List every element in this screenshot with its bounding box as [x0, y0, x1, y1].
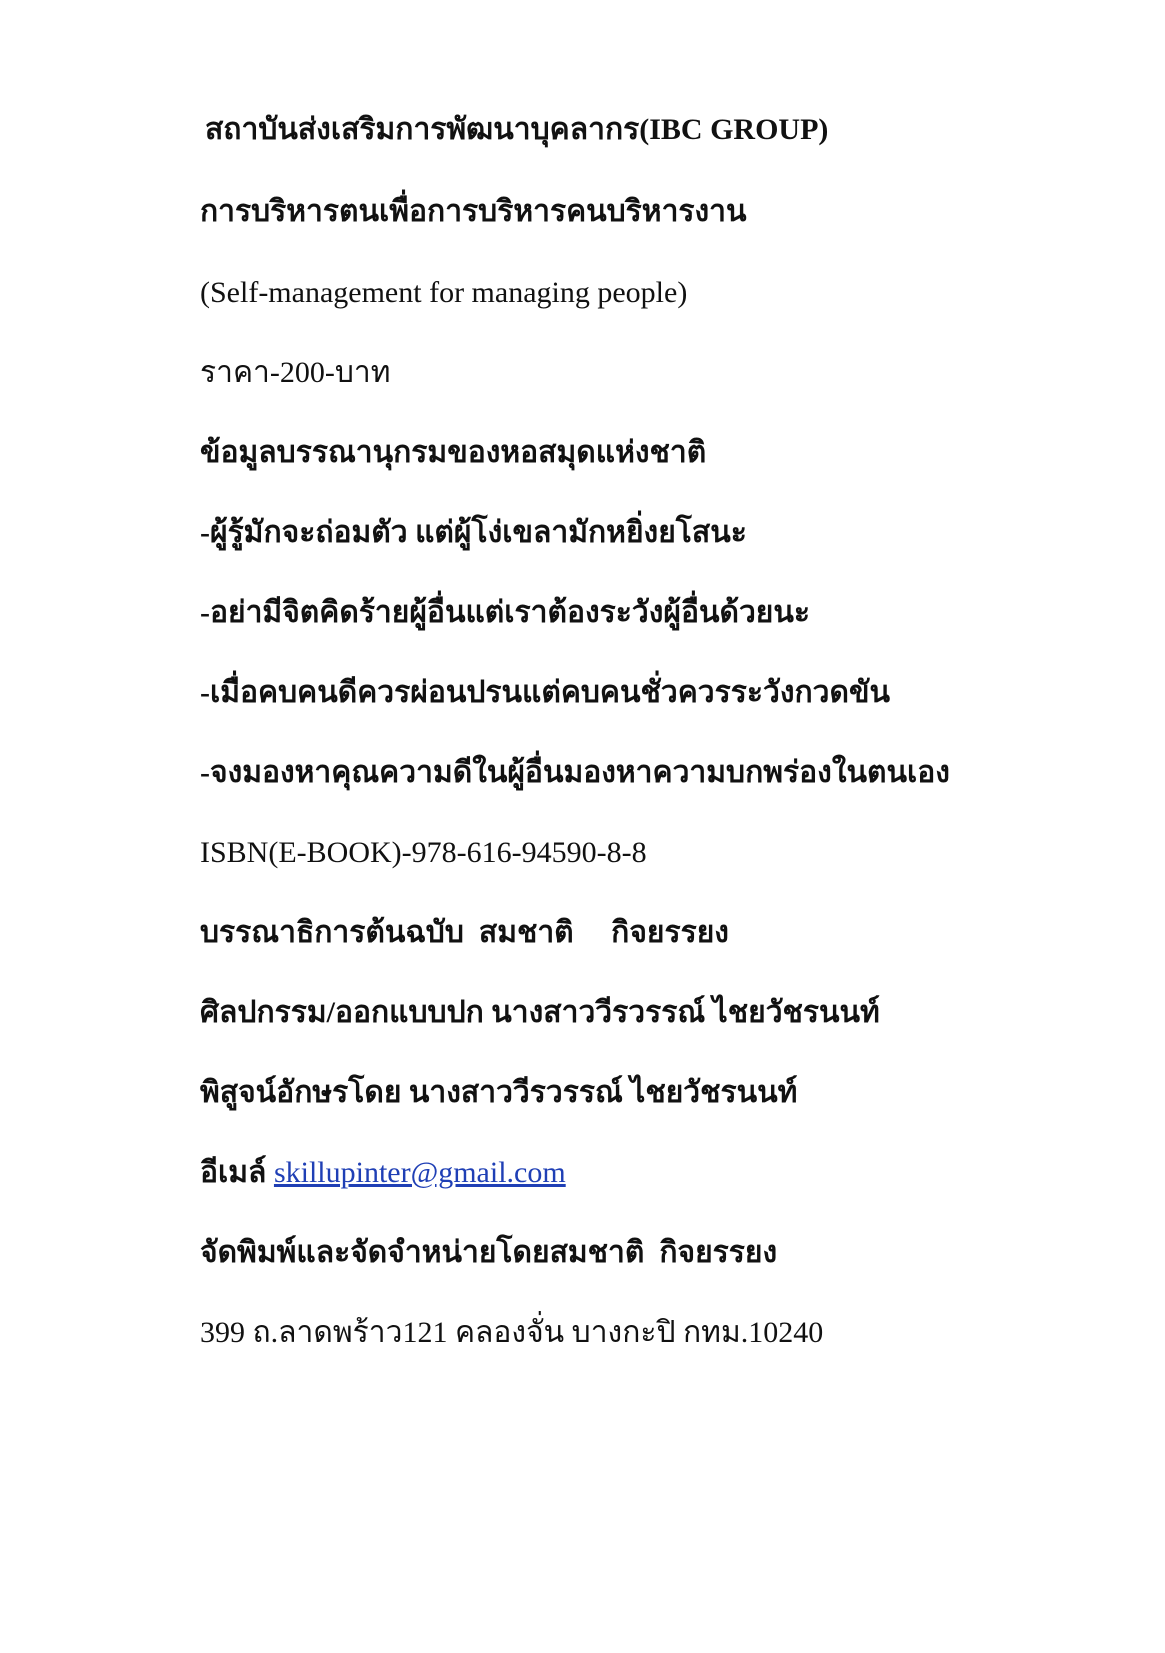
- email-row: [200, 1153, 566, 1193]
- email-label: อีเมล์: [200, 1156, 267, 1189]
- email-link[interactable]: skillupinter@gmail.com: [273, 1156, 566, 1189]
- isbn-text: ISBN(E-BOOK)-978-616-94590-8-8: [200, 836, 647, 869]
- price-text: ราคา-200-บาท: [200, 356, 391, 389]
- catalog-heading: ข้อมูลบรรณานุกรมของหอสมุดแห่งชาติ: [200, 436, 707, 469]
- address-text: 399 ถ.ลาดพร้าว121 คลองจั่น บางกะปิ กทม.10240: [200, 1316, 824, 1349]
- distribution-credit: จัดพิมพ์และจัดจำหน่ายโดยสมชาติ กิจยรรยง: [200, 1236, 778, 1269]
- book-title-english: (Self-management for managing people): [200, 276, 688, 309]
- quote-line: -ผู้รู้มักจะถ่อมตัว แต่ผู้โง่เขลามักหยิ่งยโสนะ: [200, 516, 747, 549]
- art-design-credit: ศิลปกรรม/ออกแบบปก นางสาววีรวรรณ์ ไชยวัชรนนท์: [200, 996, 880, 1029]
- book-title-thai: การบริหารตนเพื่อการบริหารคนบริหารงาน: [200, 195, 747, 228]
- quote-line: -เมื่อคบคนดีควรผ่อนปรนแต่คบคนชั่วควรระวังกวดขัน: [200, 676, 890, 709]
- quote-line: -จงมองหาคุณความดีในผู้อื่นมองหาความบกพร่องในตนเอง: [200, 756, 950, 789]
- publisher-header: สถาบันส่งเสริมการพัฒนาบุคลากร(IBC GROUP): [205, 113, 829, 146]
- proofreader-credit: พิสูจน์อักษรโดย นางสาววีรวรรณ์ ไชยวัชรนนท์: [200, 1076, 798, 1109]
- editor-credit: บรรณาธิการต้นฉบับ สมชาติ กิจยรรยง: [200, 916, 729, 949]
- quote-line: -อย่ามีจิตคิดร้ายผู้อื่นแต่เราต้องระวังผู้อื่นด้วยนะ: [200, 596, 810, 629]
